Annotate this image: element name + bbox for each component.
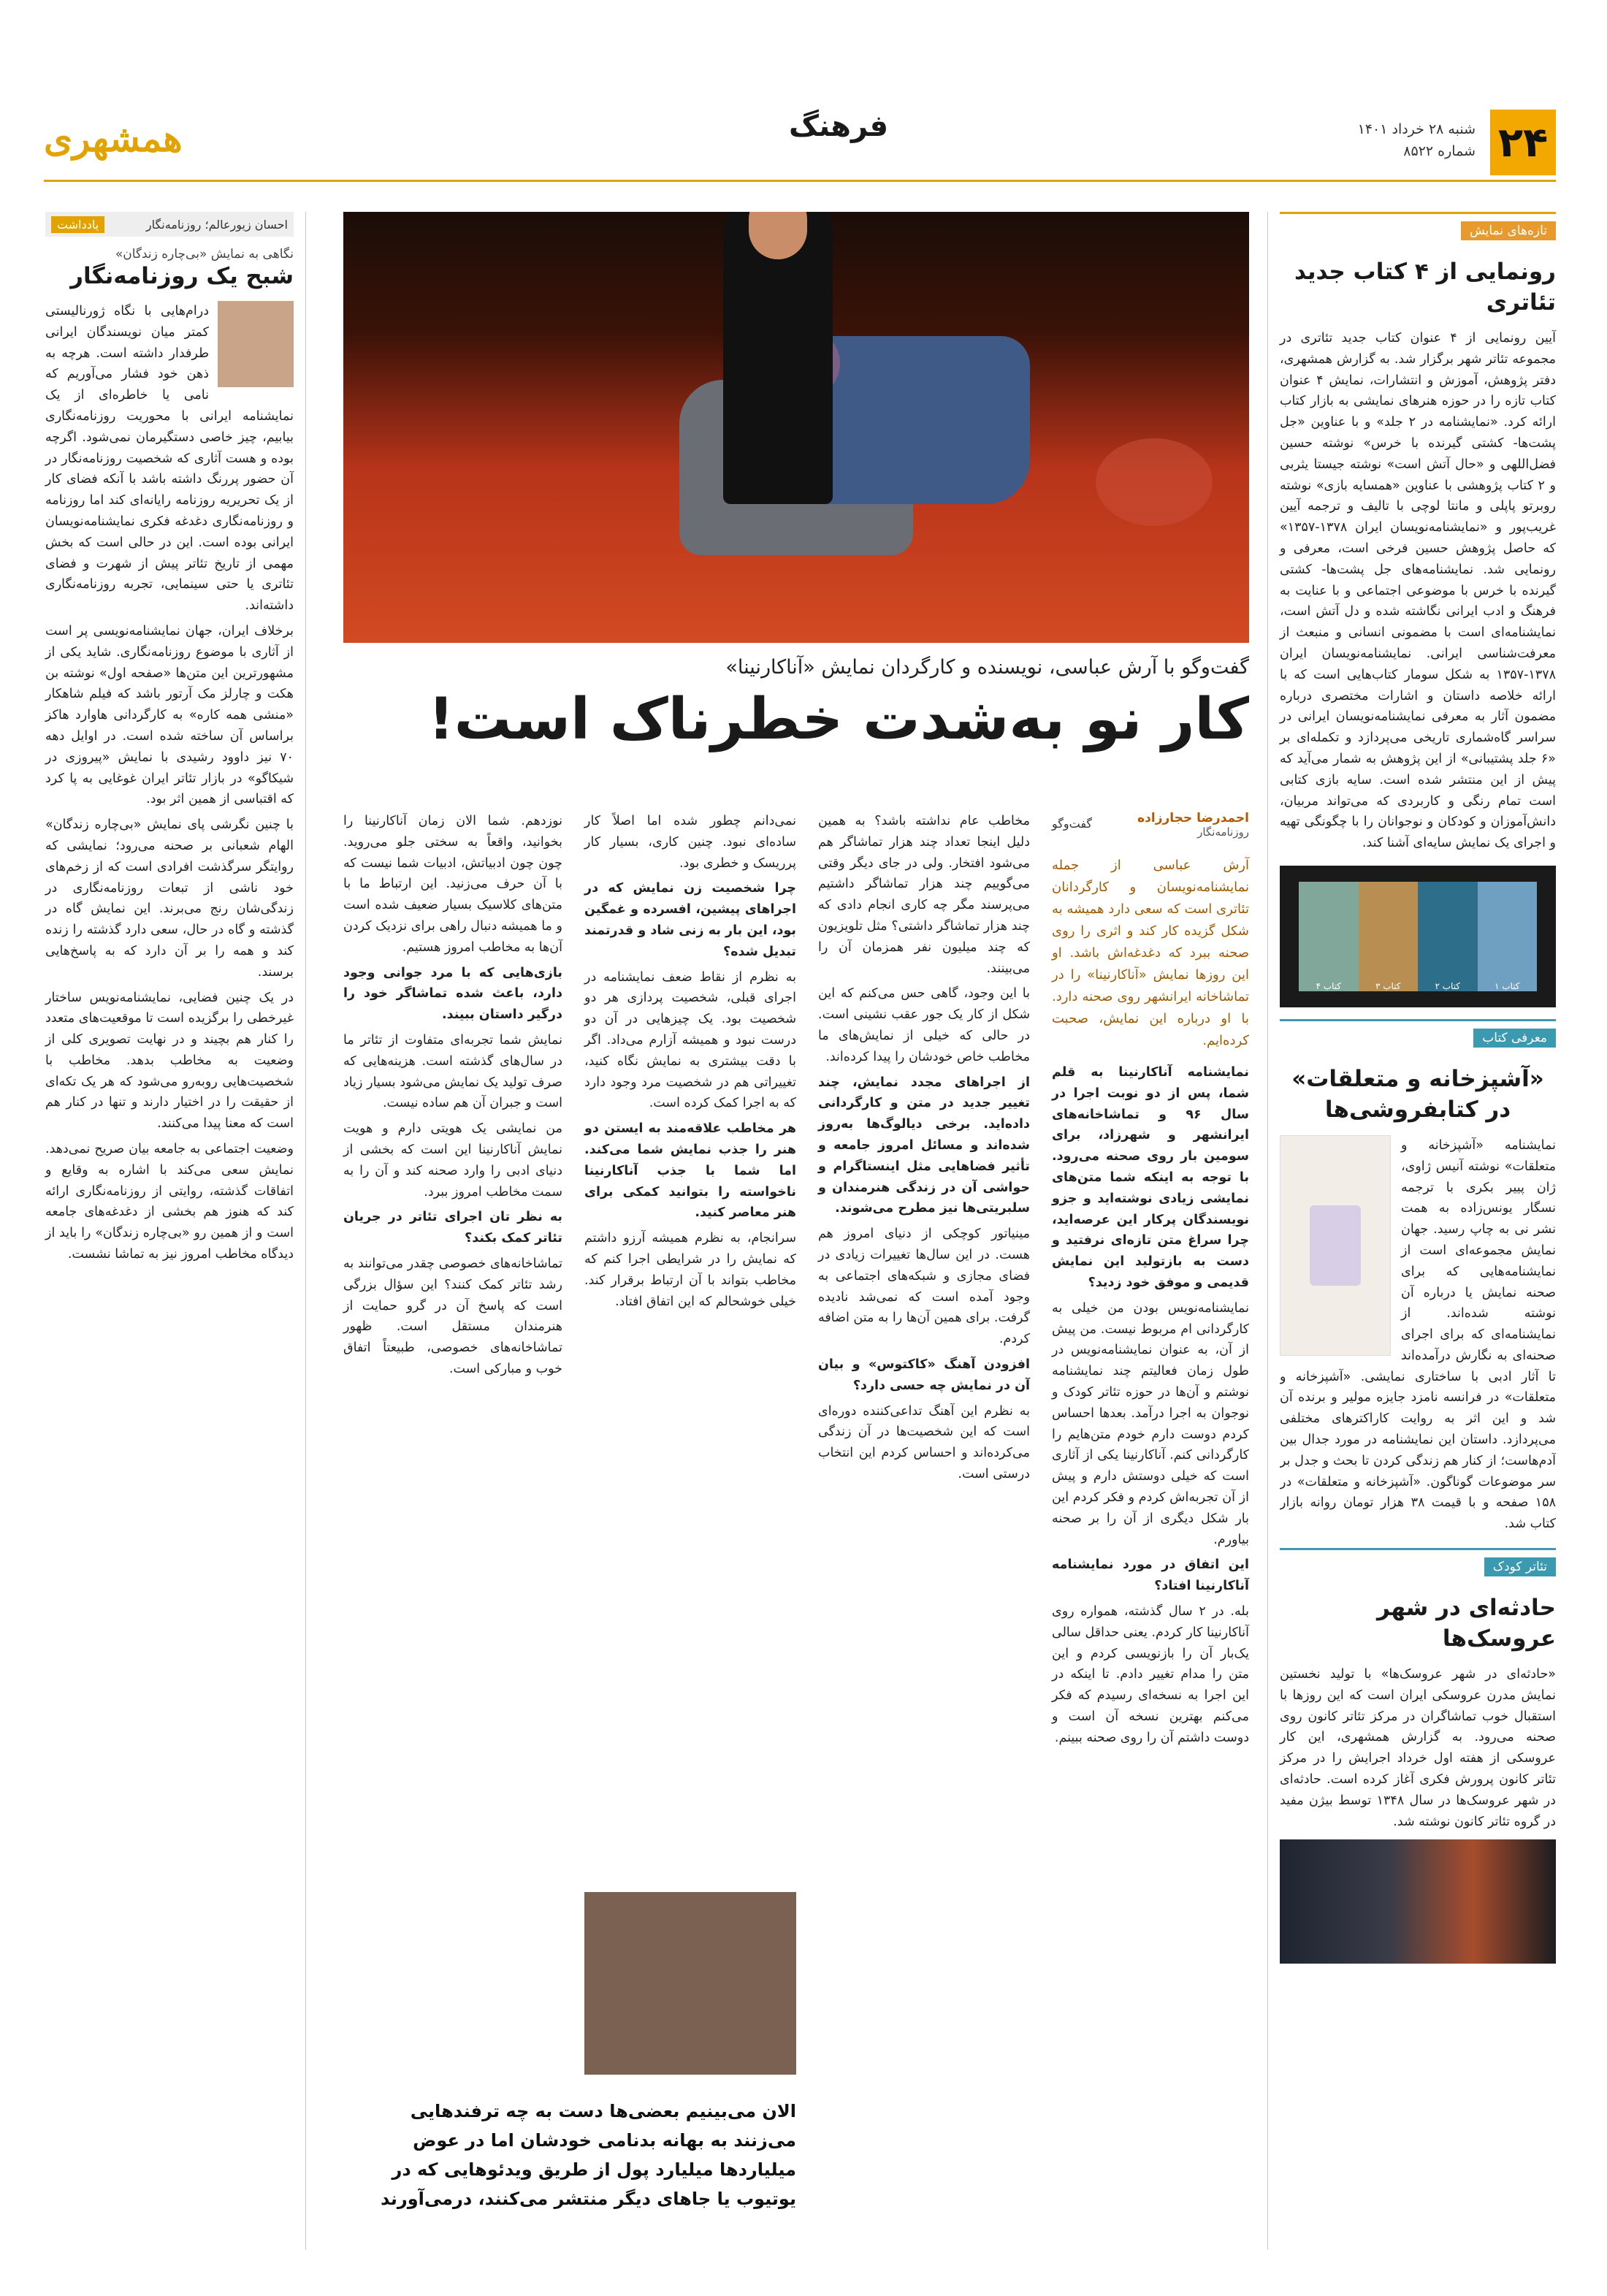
opinion-author: احسان زیورعالم؛ روزنامه‌نگار <box>145 217 288 232</box>
opinion-paragraph: با چنین نگرشی پای نمایش «بی‌چاره زندگان» الهام شعبانی بر صحنه می‌رود؛ نمایشی که روایتگر سرگذشت افرادی است که از زخم‌های خود ناشی از تبعات روزنامه‌نگاری در زندگی‌شان رنج می‌برند. این نمایش گاه در گذشته و گاه در حال، سعی دارد گذشته را زنده کند و همه را بر آن دارد که به پاسخ‌هایی برسند. <box>45 817 294 980</box>
question: افزودن آهنگ «کاکتوس» و بیان آن در نمایش چه حسی دارد؟ <box>818 1357 1030 1393</box>
answer: مینیاتور کوچکی از دنیای امروز هم هست. در این سال‌ها تغییرات زیادی در فضای مجازی و شبکه‌های اجتماعی به وجود آمده است که نمی‌شد نادیده گرفت. برای همین آن‌ها را به متن اضافه کردم. <box>818 1227 1030 1347</box>
question: چرا شخصیت زن نمایش که در اجراهای پیشین، افسرده و غمگین بود، این بار به زنی شاد و قدرتمند تبدیل شده؟ <box>584 881 796 959</box>
question: از اجراهای مجدد نمایش، چند تغییر جدید در متن و کارگردانی داده‌اید. برخی دیالوگ‌ها به‌روز شده‌اند و مسائل امروز جامعه و تأثیر فضاهایی مثل اینستاگرام و حواشی آن در زندگی هنرمندان و سلبریتی‌ها نیز مطرح می‌شوند. <box>818 1075 1030 1216</box>
question: به نظر تان اجرای تئاتر در جریان تئاتر کمک بکند؟ <box>343 1210 562 1246</box>
feature-col-3 <box>584 811 796 1316</box>
opinion-paragraph: درام‌هایی با نگاه ژورنالیستی کمتر میان نویسندگان ایرانی طرفدار داشته است. هرچه به ذهن خود فشار می‌آوریم که نامی یا خاطره‌ای از یک نمایشنامه ایرانی با محوریت روزنامه‌نگاری بیابیم، چیز خاصی دستگیرمان نمی‌شود. اگرچه بوده و هست آثاری که شخصیت روزنامه‌نگار در آن حضور پررنگ داشته باشد با آنکه فضای کار از یک تحریریه روزنامه رایانه‌ای کند اما روزنامه و روزنامه‌نگاری دغدغه فکری نمایشنامه‌نویسان ایرانی بوده است. این در حالی است که بخش مهمی از تاریخ تئاتر پیش از شهرت و فضای تئاتری یا حتی سینمایی، تجربه روزنامه‌نگاری داشته‌اند. <box>45 304 294 614</box>
issue-date: شنبه ۲۸ خرداد ۱۴۰۱ <box>1357 121 1476 137</box>
date-block <box>1358 118 1476 162</box>
masthead-rule <box>44 180 1556 182</box>
intro-text: آرش عباسی از جمله نمایشنامه‌نویسان و کارگردانان تئاتری است که سعی دارد همیشه به شکل گزیده کار کند و اثری را روی صحنه ببرد که دغدغه‌اش باشد. او این روزها نمایش «آناکارنینا» را در تماشاخانه ایرانشهر روی صحنه دارد. با او درباره این نمایش، صحبت کرده‌ایم. <box>1052 858 1249 1048</box>
pull-quote <box>373 2097 796 2213</box>
opinion-paragraph: برخلاف ایران، جهان نمایشنامه‌نویسی پر است از آثاری با موضوع روزنامه‌نگاری. شاید یکی از مشهورترین این متن‌ها «صفحه اول» نوشته بن هکت و چارلز مک آرتور باشد که فیلم شاهکار «منشی همه کاره» به کارگردانی هاوارد هاکز براساس آن ساخته شده است. در اوایل دهه ۷۰ نیز داوود رشیدی با نمایش «پیروزی در شیکاگو» در بازار تئاتر ایران غوغایی به پا کرد که اقتباسی از همین اثر بود. <box>45 623 294 807</box>
headline: کار نو به‌شدت خطرناک است! <box>428 687 1249 752</box>
opinion-paragraph: وضعیت اجتماعی به جامعه بیان صریح نمی‌دهد. نمایش سعی می‌کند با اشاره به وقایع و اتفاقات گذشته، روایتی از روزنامه‌نگاری ارائه کند که هنوز هم بخشی از دغدغه‌های جامعه است و از همین رو «بی‌چاره زندگان» را باید از دیدگاه مخاطب امروز نیز به تماشا نشست. <box>45 1142 294 1262</box>
opinion-title: شبح یک روزنامه‌نگار <box>70 263 294 289</box>
book-cover-image <box>1280 1135 1391 1356</box>
sidebar-block1-tag: تازه‌های نمایش <box>1461 221 1556 240</box>
answer: مخاطب عام نداشته باشد؟ به همین دلیل اینجا تعداد چند هزار تماشاگر هم می‌شود افتخار. ولی در جای دیگر وقتی می‌گوییم چند هزار تماشاگر داشتیم می‌پرسند مگر چه کاری انجام دادی که چند هزار تماشاگر داشتی؟ مثل تلویزیون که چند میلیون نفر همزمان آن را می‌بینند. <box>818 814 1030 976</box>
book-cover: کتاب ۳ <box>1359 882 1419 991</box>
answer: نمایشنامه‌نویس بودن من خیلی به کارگردانی ام مربوط نیست. من پیش از آن، به عنوان نمایشنامه‌نویس در طول زمان فعالیتم چند نمایشنامه نوشتم و آن‌ها در حوزه تئاتر کودک و نوجوان به اجرا درآمد. بعدها احساس کردم دوست دارم خودم متن‌هایم را کارگردانی کنم. آناکارنینا یکی از آثاری است که خیلی دوستش دارم و پیش از آن تجربه‌اش کردم و فکر کردم این بار شکل دیگری از آن را بر صحنه بیاورم. <box>1052 1300 1249 1547</box>
question: این اتفاق در مورد نمایشنامه آناکارنینا افتاد؟ <box>1052 1557 1249 1594</box>
byline-name: احمدرضا حجارزاده <box>1137 811 1249 825</box>
book-cover: کتاب ۱ <box>1478 882 1538 991</box>
sidebar-block2-body: نمایشنامه «آشپزخانه و متعلقات» نوشته آنیس ژاوی، ژان پییر بکری با ترجمه نسگار یونس‌زاده به همت نشر نی به چاپ رسید. جهان نمایش مجموعه‌ای است از نمایشنامه‌هایی که برای صحنه نمایش یا درباره آن نوشته شده‌اند. از نمایشنامه‌ای که برای اجرای صحنه‌ای به نگارش درآمده‌اند تا آثار ادبی با ساختاری نمایشی. «آشپزخانه و متعلقات» در فرانسه نامزد جایزه مولیر و برنده آن شد و این اثر به روایت کاراکترهای مختلفی می‌پردازد. داستان این نمایشنامه در مورد جدال بین آدم‌هاست؛ از کنار هم زندگی کردن تا بحث و جدل بر سر موضوعات گوناگون. «آشپزخانه و متعلقات» در ۱۵۸ صفحه و با قیمت ۳۸ هزار تومان روانه بازار کتاب شد. <box>1280 1137 1556 1532</box>
byline <box>1052 811 1249 855</box>
question: هر مخاطب علاقه‌مند به ایستن دو هنر را جذب نمایش شما می‌کند. اما شما با جذب آناکارنینا ناخواسته را بتوانید کمکی برای هنر معاصر کنید. <box>584 1121 796 1221</box>
answer: به نظرم این آهنگ تداعی‌کننده دوره‌ای است که این شخصیت‌ها در آن زندگی می‌کرده‌اند و احساس کردم این انتخاب درستی است. <box>818 1403 1030 1481</box>
book-cover: کتاب ۲ <box>1418 882 1478 991</box>
opinion-paragraph: در یک چنین فضایی، نمایشنامه‌نویس ساختار غیرخطی را برگزیده است تا موقعیت‌های متعدد را کنار هم بچیند و در نهایت تصویری کلی از وضعیت به مخاطب بدهد. مخاطب با شخصیت‌هایی روبه‌رو می‌شود که هر یک تکه‌ای از حقیقت را در اختیار دارند و تنها در کنار هم است که معنا پیدا می‌کنند. <box>45 990 294 1132</box>
feature-col-1 <box>1052 811 1249 1753</box>
issue-number: شماره ۸۵۲۲ <box>1403 143 1476 159</box>
newspaper-logo: همشهری <box>44 117 183 160</box>
answer: به نظرم از نقاط ضعف نمایشنامه در اجرای قبلی، شخصیت پردازی هر دو شخصیت بود. یک چیزهایی در آن دو درست نبود و همیشه آزارم می‌داد. اگر با دقت بیشتری به نمایش نگاه کنید، تغییراتی هم در شخصیت مرد وجود دارد که به اجرا کمک کرده است. <box>584 969 796 1111</box>
feature-col-2 <box>818 811 1030 1490</box>
opinion-tag: یادداشت <box>51 216 104 233</box>
sidebar-block3-title: حادثه‌ای در شهر عروسک‌ها <box>1377 1595 1556 1652</box>
opinion-subtitle: نگاهی به نمایش «بی‌چاره زندگان» <box>115 247 294 262</box>
feature-col-4 <box>343 811 562 1384</box>
page-number: ۲۴ <box>1490 110 1556 175</box>
photo-stage-light <box>1096 438 1213 526</box>
sidebar-block2-tag: معرفی کتاب <box>1473 1029 1556 1048</box>
answer: تماشاخانه‌های خصوصی چقدر می‌توانند به رشد تئاتر کمک کنند؟ این سؤال بزرگی است که پاسخ آن در گرو حمایت از هنرمندان مستقل است. ظهور تماشاخانه‌های خصوصی، طبیعتاً اتفاق خوب و مبارکی است. <box>343 1256 562 1376</box>
interviewee-portrait <box>584 1892 796 2075</box>
answer: نوزدهم. شما الان زمان آناکارنینا را بخوانید، واقعاً به سختی جلو می‌روید. چون چون ادبیاتش، ادبیات شما نیست که با آن حرف می‌زنید. این ارتباط ما با متن‌های کلاسیک بسیار ضعیف شده است و ما همیشه دنبال راهی برای نزدیک کردن آن‌ها به مخاطب امروز هستیم. <box>343 814 562 955</box>
book-covers-image <box>1280 866 1556 1007</box>
byline-role: روزنامه‌نگار <box>1197 825 1249 839</box>
stage-photo <box>343 212 1249 643</box>
sidebar-block2-header <box>1280 1019 1556 1053</box>
pull-quote-text: الان می‌بینیم بعضی‌ها دست به چه ترفندهایی می‌زنند به بهانه بدنامی خودشان اما در عوض میلیاردها میلیارد پول از طریق ویدئوهایی که در یوتیوب یا جاهای دیگر منتشر می‌کنند، درمی‌آورند <box>381 2101 796 2209</box>
section-label: فرهنگ <box>789 110 889 143</box>
right-sidebar <box>1280 212 1556 1964</box>
feature-article <box>343 212 1250 2209</box>
answer: نمایش شما تجربه‌ای متفاوت از تئاتر ما در سال‌های گذشته است. هزینه‌هایی که صرف تولید یک نمایش می‌شود بسیار زیاد است و جبران آن هم ساده نیست. <box>343 1032 562 1111</box>
overtitle: گفت‌وگو با آرش عباسی، نویسنده و کارگردان نمایش «آناکارنینا» <box>725 656 1249 679</box>
question: نمایشنامه آناکارنینا به قلم شما، پس از دو نوبت اجرا در سال ۹۶ و تماشاخانه‌های ایرانشهر و شهرزاد، برای سومین بار روی صحنه می‌رود. با توجه به اینکه شما متن‌های نمایشی زیادی نوشته‌اید و جزو نویسندگان پرکار این عرصه‌اید، چرا سراغ متن تازه‌ای نرفتید و دست به بازتولید این نمایش قدیمی و موفق خود زدید؟ <box>1052 1065 1249 1290</box>
answer: بله. در ۲ سال گذشته، همواره روی آناکارنینا کار کردم. یعنی حداقل سالی یک‌بار آن را بازنویسی کردم و این متن را مدام تغییر دادم. تا اینکه در این اجرا به نسخه‌ای رسیدم که فکر می‌کنم بهترین نسخه آن است و دوست داشتم آن را روی صحنه ببینم. <box>1052 1603 1250 1745</box>
column-rule <box>305 212 306 2250</box>
answer: نمی‌دانم چطور شده اما اصلاً کار ساده‌ای نبود. چنین کاری، بسیار کار پرریسک و خطری بود. <box>584 814 796 871</box>
sidebar-block3-tag: تئاتر کودک <box>1484 1557 1556 1576</box>
column-rule <box>1267 212 1268 2250</box>
author-portrait <box>218 301 294 387</box>
opinion-body <box>45 301 294 1265</box>
sidebar-block1-title: رونمایی از ۴ کتاب جدید تئاتری <box>1294 259 1556 316</box>
answer: سرانجام، به نظرم همیشه آرزو داشتم که نمایش را در شرایطی اجرا کنم که مخاطب بتواند با آن ارتباط برقرار کند. خیلی خوشحالم که این اتفاق افتاد. <box>584 1231 796 1309</box>
opinion-header <box>45 212 294 237</box>
answer: من نمایشی یک هویتی دارم و هویت نمایش آناکارنینا این است که بخشی از دنیای ادبی را وارد صحنه کند و آن را به سمت مخاطب امروز ببرد. <box>343 1121 562 1200</box>
sidebar-block2-title: «آشپزخانه و متعلقات» در کتابفروشی‌ها <box>1291 1065 1544 1123</box>
question: بازی‌هایی که با مرد جوانی وجود دارد، باعث شده تماشاگر خود را درگیر داستان ببیند. <box>343 965 562 1023</box>
answer: با این وجود، گاهی حس می‌کنم که این شکل از کار یک جور عقب نشینی است. در حالی که خیلی از نمایش‌های ما مخاطب خاص خودشان را پیدا کرده‌اند. <box>818 986 1030 1064</box>
byline-label: گفت‌وگو <box>1052 817 1093 831</box>
sidebar-block3-body: «حادثه‌ای در شهر عروسک‌ها» با تولید نخستین نمایش مدرن عروسکی ایران است که این روزها با استقبال خوب تماشاگران در مرکز تئاتر کانون روی صحنه می‌رود. به گزارش همشهری، این کار عروسکی از هفته اول خرداد اجرایش را در مرکز تئاتر کانون پرورش فکری آغاز کرده است. حادثه‌ای در شهر عروسک‌ها در سال ۱۳۴۸ توسط بیژن مفید در گروه تئاتر کانون نوشته شد. <box>1280 1667 1556 1829</box>
sidebar-block3-header <box>1280 1548 1556 1582</box>
puppet-show-photo <box>1280 1839 1556 1964</box>
book-cover-art <box>1310 1205 1361 1286</box>
feature-col-1-body <box>1052 1062 1249 1749</box>
book-cover: کتاب ۴ <box>1299 882 1359 991</box>
sidebar-block1-header <box>1280 212 1556 246</box>
sidebar-block1-body: آیین رونمایی از ۴ عنوان کتاب جدید تئاتری در مجموعه تئاتر شهر برگزار شد. به گزارش همشهری، دفتر پژوهش، آموزش و انتشارات، نمایش ۴ عنوان کتاب تازه را در حوزه هنرهای نمایشی به بازار کتاب ارائه کرد. «نمایشنامه در ۲ جلد» و با عناوین «جل پشت‌ها- کشتی گیرنده با خرس» نوشته حسین فضل‌اللهی و «حال آتش است» نوشته جیستا یثربی و ۲ کتاب پژوهشی با عناوین «همسایه بازی» نوشته روبرتو پاپلی و مانتا لوچی با تالیف و ترجمه آیین غریب‌پور و «نمایشنامه‌نویسان ایران ۱۳۷۸-۱۳۵۷» که حاصل پژوهش حسین فرخی است، معرفی و رونمایی شد. نمایشنامه‌های جل پشت‌ها- کشتی گیرنده با خرس با موضوعی اجتماعی و با عنایت به فرهنگ و ادب ایرانی نگاشته شده و دل آتش است، نمایشنامه‌ای است با مضمونی انسانی و منبعث از معرفت‌شناسی ایرانی. نمایشنامه‌نویسان ایران ۱۳۷۸-۱۳۵۷ به شکل سومار کتاب‌هایی است که با ارائه خلاصه داستان و اشارات مختصری درباره مضمون آثار به معرفی نمایشنامه‌نویسان ایرانی در سراسر گاه‌شماری تاریخی می‌پردازد و تکمله‌ای بر «۶ جلد پشتیبانی» از این پژوهش به شمار می‌آید که پیش از این منتشر شده است. سایه بازی کتابی است تمام رنگی و کاربردی که می‌تواند مربیان، دانش‌آموزان و کودکان و نوجوانان را با چگونگی تهیه و اجرای یک نمایش سایه‌ای آشنا کند. <box>1280 331 1556 851</box>
opinion-column <box>45 212 294 1270</box>
